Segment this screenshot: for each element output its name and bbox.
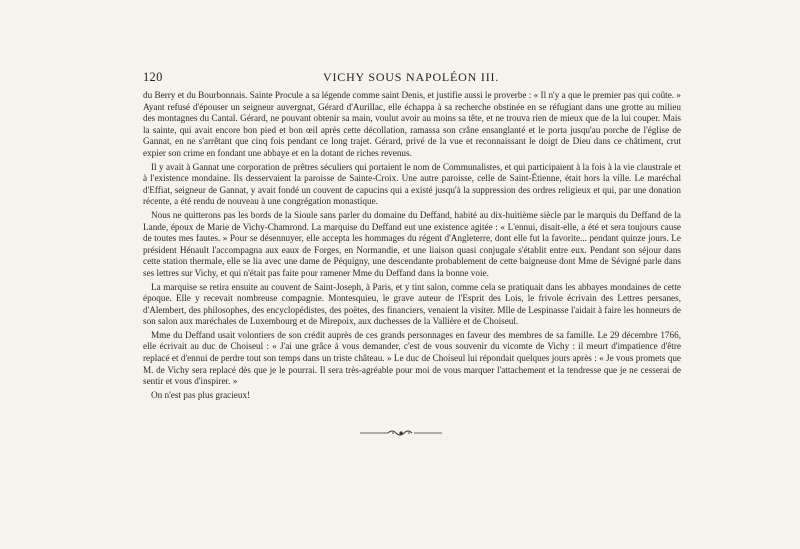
- ornamental-divider: [358, 428, 444, 438]
- paragraph-deffand: Nous ne quitterons pas les bords de la Sioule sans parler du domaine du Deffand, habité au dix-huitième siècle par le marquis du Deffand de la Lande, époux de Marie de Vichy-Chamrond. La marquise du Deffand eut une existence agitée : « L'ennui, disait-elle, a été et sera toujours cause de toutes mes fautes. » Pour se désennuyer, elle accepta les hommages du régent d'Angleterre, dont elle fut la favorite... pendant quinze jours. Le président Hénault l'accompagna aux eaux de Forges, en Normandie, et une liaison quasi conjugale s'établit entre eux. Pendant son séjour dans cette station thermale, elle se lia avec une dame de Péquigny, une descendante probablement de cette baigneuse dont Mme de Sévigné parle dans ses lettres sur Vichy, et qui n'était pas faite pour ramener Mme du Deffand dans la bonne voie.: [143, 209, 681, 278]
- page-header: [143, 70, 683, 86]
- running-title: VICHY SOUS NAPOLÉON III.: [323, 70, 500, 84]
- paragraph-closing: On n'est pas plus gracieux!: [151, 389, 251, 400]
- paragraph-letter: Mme du Deffand usait volontiers de son crédit auprès de ces grands personnages en faveur des membres de sa famille. Le 29 décembre 1766, elle écrivait au duc de Choiseul : « J'ai une grâce à vous demander, c'est de vous souvenir du vicomte de Vichy : il meurt d'impatience d'être replacé et d'ennui de perdre tout son temps dans un triste château. » Le duc de Choiseul lui répondait quelques jours après : « Je vous promets que M. de Vichy sera replacé dès que je le pourrai. Il sera très-agréable pour moi de vous marquer l'attachement et la tendresse que je ne cesserai de sentir et vous d'inspirer. »: [143, 329, 681, 387]
- page-number: 120: [143, 70, 163, 84]
- paragraph-gannat: Il y avait à Gannat une corporation de prêtres séculiers qui portaient le nom de Communalistes, et qui participaient à la fois à la vie claustrale et à l'existence mondaine. Ils desservaient la paroisse de Sainte-Croix. Une autre paroisse, celle de Saint-Étienne, était hors la ville. Le maréchal d'Effiat, seigneur de Gannat, y avait fondé un couvent de capucins qui a existé jusqu'à la suppression des ordres religieux et qui, par une donation récente, a été rendu de nouveau à une congrégation monastique.: [143, 161, 681, 207]
- paragraph-salon: La marquise se retira ensuite au couvent de Saint-Joseph, à Paris, et y tint salon, comme cela se pratiquait dans les abbayes mondaines de cette époque. Elle y recevait nombreuse compagnie. Montesquieu, le grave auteur de l'Esprit des Lois, le frivole écrivain des Lettres persanes, d'Alembert, des philosophes, des encyclopédistes, des poëtes, des financiers, venaient la visiter. Mlle de Lespinasse l'aidait à faire les honneurs de son salon aux maréchales de Luxembourg et de Mirepoix, aux duchesses de la Vallière et de Choiseul.: [143, 281, 681, 327]
- paragraph-sainte-procule: du Berry et du Bourbonnais. Sainte Procule a sa légende comme saint Denis, et justifie aussi le proverbe : « Il n'y a que le premier pas qui coûte. » Ayant refusé d'épouser un seigneur auvergnat, Gérard d'Aurillac, elle échappa à sa recherche obstinée en se réfugiant dans une grotte au milieu des montagnes du Cantal. Gérard, ne pouvant obtenir sa main, voulut avoir au moins sa tête, et ne trouva rien de mieux que de la lui couper. Mais la sainte, qui avait encore bon pied et bon œil après cette décollation, ramassa son crâne ensanglanté et le porta jusqu'au porche de l'église de Gannat, en ne s'arrêtant que cinq fois pendant ce long trajet. Gérard, privé de la vue et reconnaissant le doigt de Dieu dans ce châtiment, crut expier son crime en fondant une abbaye et en la dotant de riches revenus.: [143, 90, 681, 158]
- body-text: [143, 90, 681, 403]
